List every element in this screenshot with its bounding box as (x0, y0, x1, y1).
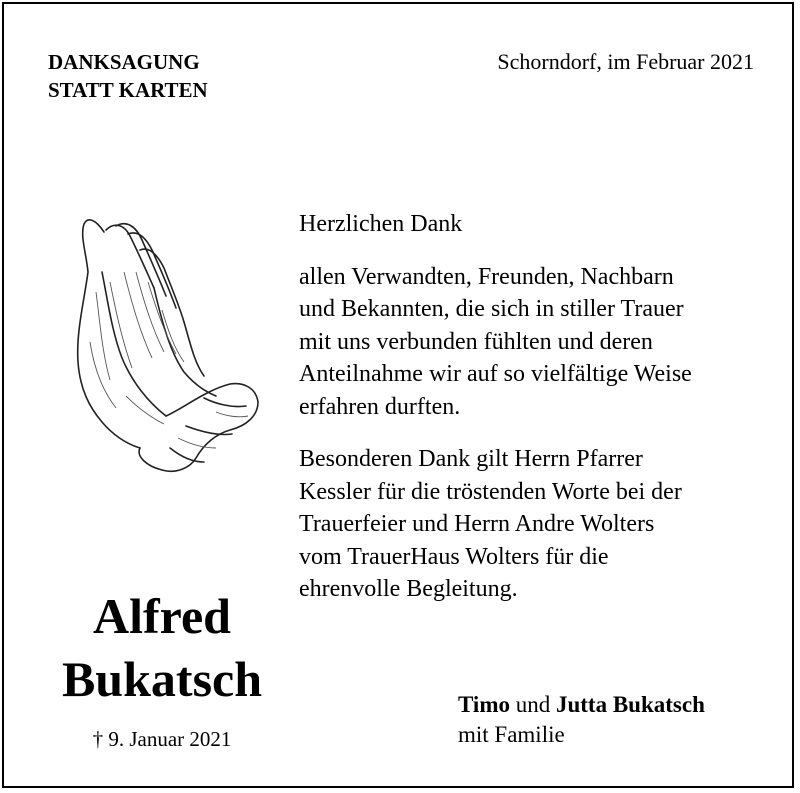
message-line: Kessler für die tröstenden Worte bei der (299, 478, 682, 505)
signature-family: mit Familie (458, 722, 565, 747)
message-line: Anteilnahme wir auf so vielfältige Weise (299, 361, 692, 387)
message-line: Besonderen Dank gilt Herrn Pfarrer (299, 446, 643, 472)
signer-2: Jutta Bukatsch (555, 692, 705, 717)
death-date: † 9. Januar 2021 (92, 727, 232, 751)
title-line-2: STATT KARTEN (48, 78, 208, 102)
message-line: mit uns verbunden fühlten und deren (299, 328, 653, 355)
signature (458, 690, 705, 750)
obituary-card (2, 2, 794, 788)
praying-hands-icon (66, 212, 262, 480)
thank-you-message (299, 208, 769, 606)
place-date: Schorndorf, im Februar 2021 (497, 49, 754, 74)
deceased-first-name: Alfred (93, 588, 231, 644)
signer-1: Timo (458, 692, 510, 717)
message-line: erfahren durften. (299, 393, 461, 420)
message-line: Trauerfeier und Herrn Andre Wolters (299, 511, 655, 537)
paragraph-thanks (299, 261, 769, 424)
message-line: vom TrauerHaus Wolters für die (299, 543, 609, 570)
paragraph-special-thanks (299, 443, 769, 606)
message-line: und Bekannten, die sich in stiller Trauer (299, 296, 684, 322)
notice-title (48, 48, 208, 104)
message-line: allen Verwandten, Freunden, Nachbarn (299, 263, 674, 290)
deceased-last-name: Bukatsch (61, 651, 263, 707)
signature-names (458, 690, 705, 720)
message-line: ehrenvolle Begleitung. (299, 576, 518, 602)
title-line-1: DANKSAGUNG (48, 50, 200, 74)
signature-connector: und (515, 692, 551, 717)
greeting: Herzlichen Dank (299, 211, 463, 237)
